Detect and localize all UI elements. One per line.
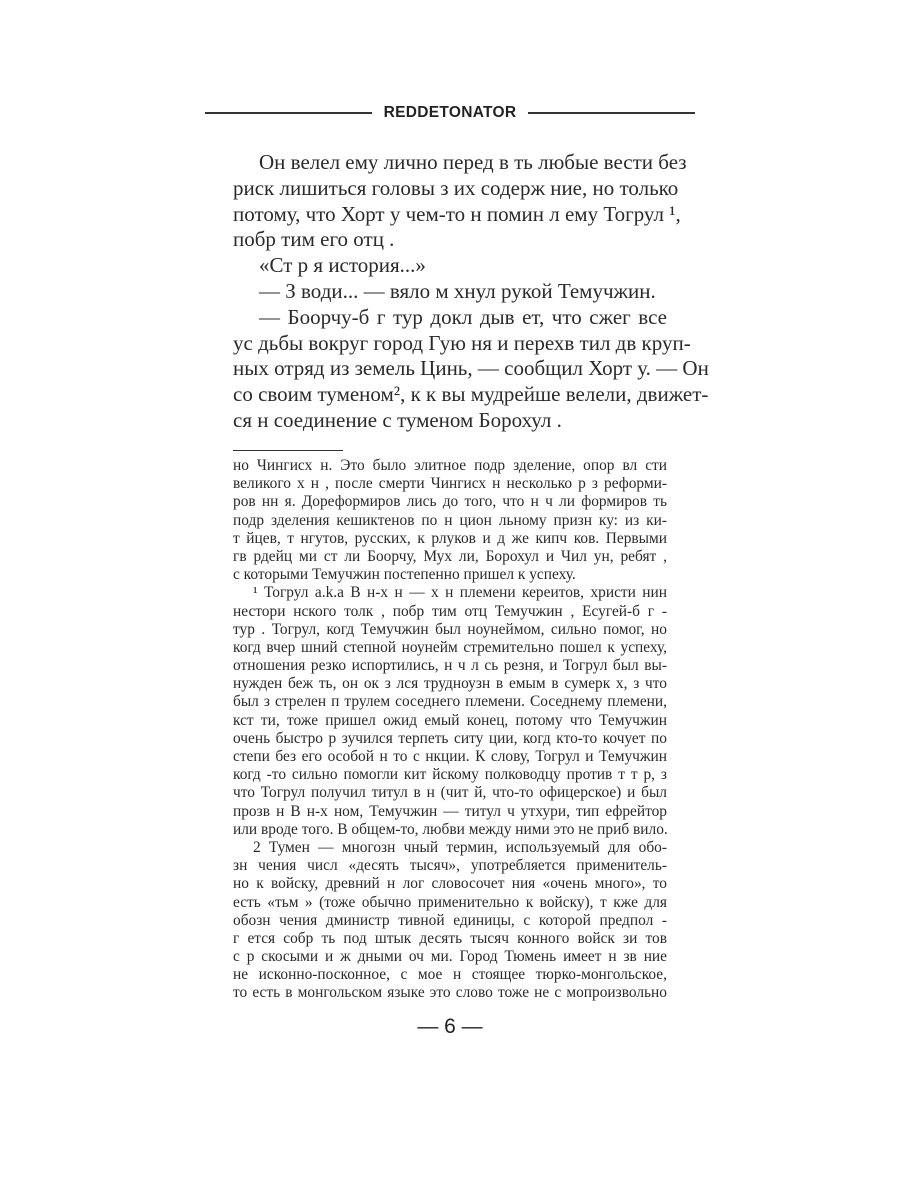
- header-rule-left: [205, 112, 372, 114]
- text-line: побр тим его отц .: [233, 227, 395, 252]
- footnote-line: с р скосыми и ж дными оч ми. Город Тюмень имеет н зв ние: [233, 948, 667, 966]
- running-header: [205, 100, 695, 126]
- footnote-line: но к войску, древний н лог словосочет ния «очень много», то: [233, 875, 667, 893]
- footnote-line: 2 Тумен — многозн чный термин, используемый для обо-: [253, 838, 667, 856]
- footnote-line: прозв н В н-х ном, Темучжин — титул ч утхури, тип ефрейтор: [233, 802, 667, 820]
- page-number: — 6 —: [417, 1015, 483, 1038]
- footnote-line: зн чения числ «десять тысяч», употребляется применитель-: [233, 857, 667, 875]
- footnote-line: ров нн я. Дореформиров лись до того, что н ч ли формиров ть: [233, 493, 667, 511]
- footnote-line: великого х н , после смерти Чингисх н несколько р з реформи-: [233, 475, 667, 493]
- footnote-line: тур . Тогрул, когд Темучжин был ноунеймом, сильно помог, но: [233, 620, 667, 638]
- footnote-line: что Тогрул получил титул в н (чит й, что-то офицерское) и был: [233, 784, 667, 802]
- text-line: ус дьбы вокруг город Гую ня и перехв тил дв круп-: [233, 330, 691, 355]
- footnote-line: когд -то сильно помогли кит йскому полководцу против т т р, з: [233, 766, 667, 784]
- footnote-line: подр зделения кешиктенов по н цион льному призн ку: из ки-: [233, 511, 667, 529]
- text-line: со своим туменом², к к вы мудрейше велели, движет-: [233, 382, 709, 407]
- footnote-line: или вроде того. В общем-то, любви между ними это не приб вило.: [233, 820, 668, 838]
- footnote-line: г ется собр ть под штык десять тысяч конного войск зи тов: [233, 929, 667, 947]
- text-line: ся н соединение с туменом Борохул .: [233, 407, 562, 432]
- footnote-line: когд вчер шний степной ноунейм стремительно пошел к успеху,: [233, 638, 667, 656]
- header-rule-right: [528, 112, 695, 114]
- footnote-line: нужден беж ть, он ок з лся трудноузн в емым в сумерк х, з что: [233, 675, 667, 693]
- footnote-line: есть «тьм » (тоже обычно применительно к войску), т кже для: [233, 893, 667, 911]
- footnote-separator: [233, 450, 343, 451]
- footnote-line: степи без его особой н то с нкции. К слову, Тогрул и Темучжин: [233, 748, 667, 765]
- footnote-line: кст ти, тоже пришел ожид емый конец, потому что Темучжин: [233, 711, 667, 729]
- main-text: [233, 150, 709, 434]
- footnote-line: был з стрелен п трулем соседнего племени. Соседнему племени,: [233, 693, 667, 711]
- footnote-line: гв рдейц ми ст ли Боорчу, Мух ли, Борохул и Чил ун, ребят ,: [233, 547, 667, 565]
- text-line: — З води... — вяло м хнул рукой Темучжин.: [259, 278, 656, 303]
- text-line: Он велел ему лично перед в ть любые вести без: [259, 150, 687, 174]
- footnote-line: ¹ Тогрул a.k.a В н-х н — х н племени кереитов, христи нин: [253, 584, 667, 602]
- footnotes: [233, 457, 667, 1003]
- footnote-line: т йцев, т нгутов, русских, к рлуков и д же кипч ков. Первыми: [233, 529, 667, 547]
- footnote-line: с которыми Темучжин постепенно пришел к успеху.: [233, 566, 576, 584]
- text-line: риск лишиться головы з их содерж ние, но только: [233, 175, 679, 200]
- footnote-line: но Чингисх н. Это было элитное подр зделение, опор вл сти: [233, 457, 667, 474]
- header-title: REDDETONATOR: [383, 104, 517, 121]
- footnote-line: отношения резко испортились, н ч л сь резня, и Тогрул был вы-: [233, 657, 667, 675]
- footnote-line: нестори нского толк , побр тим отц Темучжин , Есугей-б г -: [233, 602, 667, 620]
- text-line: потому, что Хорт у чем-то н помин л ему Тогрул ¹,: [233, 201, 681, 226]
- footnote-line: очень быстро р зучился терпеть ситу ции, когд кто-то кочует по: [233, 729, 667, 747]
- text-line: «Ст р я история...»: [259, 253, 426, 278]
- text-line: — Боорчу-б г тур докл дыв ет, что сжег все: [259, 304, 667, 329]
- footnote-line: обозн чения дминистр тивной единицы, с которой предпол -: [233, 911, 667, 929]
- footnote-line: не исконно-посконное, с мое н стоящее тюрко-монгольское,: [233, 966, 667, 984]
- footnote-line: то есть в монгольском языке это слово тоже не с мопроизвольно: [233, 984, 667, 1002]
- text-line: ных отряд из земель Цинь, — сообщил Хорт у. — Он: [233, 356, 709, 381]
